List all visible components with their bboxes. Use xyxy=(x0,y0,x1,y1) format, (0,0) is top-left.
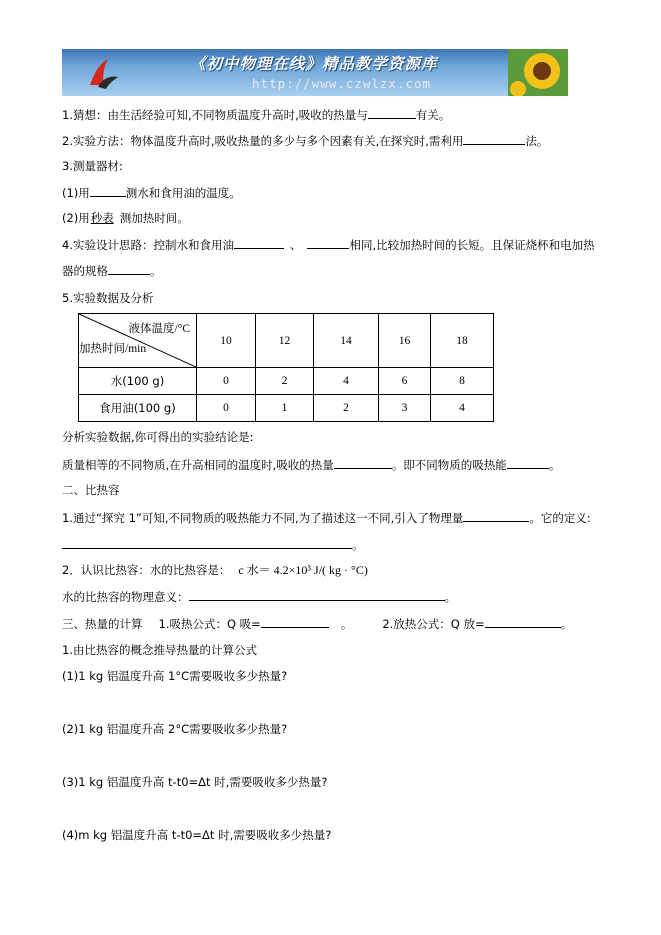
absorb-formula-label: 1.吸热公式：Q 吸= xyxy=(158,617,261,631)
physical-meaning-line xyxy=(62,588,456,605)
temp-header: 16 xyxy=(379,314,431,368)
table-cell: 0 xyxy=(197,395,256,422)
temp-header: 12 xyxy=(256,314,314,368)
release-formula-end: 。 xyxy=(560,617,573,631)
table-corner-cell xyxy=(79,314,197,368)
question-2: (2)1 kg 铝温度升高 2°C需要吸收多少热量? xyxy=(62,722,288,736)
heat-calc-title: 三、热量的计算 xyxy=(62,617,143,631)
quantity-blank[interactable] xyxy=(463,509,529,522)
method-text-end: 法。 xyxy=(525,134,549,148)
guess-text: 1.猜想：由生活经验可知,不同物质温度升高时,吸收的热量与 xyxy=(62,108,368,122)
logo-icon xyxy=(84,55,120,91)
table-cell: 2 xyxy=(256,368,314,395)
table-row xyxy=(79,368,494,395)
thermometer-blank[interactable] xyxy=(90,184,126,197)
design-text-mid: 相同,比较加热时间的长短。且保证烧杯和电加热 xyxy=(349,238,595,252)
analysis-question: 分析实验数据,你可得出的实验结论是: xyxy=(62,430,254,444)
method-line xyxy=(62,132,548,149)
temp-header: 10 xyxy=(197,314,256,368)
conclusion-text: 质量相等的不同物质,在升高相同的温度时,吸收的热量 xyxy=(62,458,334,472)
guess-blank[interactable] xyxy=(368,106,416,119)
water-specific-heat-line xyxy=(62,562,368,578)
physical-meaning-blank[interactable] xyxy=(189,588,445,601)
absorb-formula-blank[interactable] xyxy=(261,615,329,628)
data-analysis-title: 5.实验数据及分析 xyxy=(62,291,154,305)
conclusion-blank-1[interactable] xyxy=(334,456,392,469)
definition-blank[interactable] xyxy=(62,536,352,549)
specific-heat-intro-text: 1.通过“探究 1”可知,不同物质的吸热能力不同,为了描述这一不同,引入了物理量 xyxy=(62,511,464,525)
stopwatch-answer: 秒表 xyxy=(90,211,114,225)
table-cell: 1 xyxy=(256,395,314,422)
spec-blank[interactable] xyxy=(108,262,150,275)
design-separator: 、 xyxy=(289,238,302,252)
question-3: (3)1 kg 铝温度升高 t-t0=Δt 时,需要吸收多少热量? xyxy=(62,775,328,789)
method-text: 2.实验方法：物体温度升高时,吸收热量的多少与多个因素有关,在探究时,需利用 xyxy=(62,134,464,148)
question-4: (4)m kg 铝温度升高 t-t0=Δt 时,需要吸收多少热量? xyxy=(62,828,332,842)
design-text-2: 器的规格 xyxy=(62,264,108,278)
method-blank[interactable] xyxy=(463,132,525,145)
sunflower-icon xyxy=(508,49,568,96)
equipment-2-text-end: 测加热时间。 xyxy=(119,211,189,225)
conclusion-text-mid: 。即不同物质的吸热能 xyxy=(391,458,507,472)
design-text: 4.实验设计思路：控制水和食用油 xyxy=(62,238,234,252)
table-header-row xyxy=(79,314,494,368)
equipment-1-text: (1)用 xyxy=(62,186,90,200)
physical-meaning-label: 水的比热容的物理意义： xyxy=(62,590,189,604)
table-cell: 8 xyxy=(431,368,494,395)
corner-time-label: 加热时间/min xyxy=(79,343,147,355)
specific-heat-title: 二、比热容 xyxy=(62,483,120,497)
table-cell: 3 xyxy=(379,395,431,422)
table-cell: 6 xyxy=(379,368,431,395)
question-1: (1)1 kg 铝温度升高 1°C需要吸收多少热量? xyxy=(62,669,288,683)
design-text-end: 。 xyxy=(150,264,162,278)
physical-meaning-end: 。 xyxy=(444,590,456,604)
definition-line xyxy=(62,536,364,553)
conclusion-blank-2[interactable] xyxy=(507,456,549,469)
temp-header: 14 xyxy=(314,314,379,368)
equipment-2-text: (2)用 xyxy=(62,211,90,225)
conclusion-text-end: 。 xyxy=(548,458,561,472)
table-cell: 4 xyxy=(431,395,494,422)
equipment-1-text-end: 测水和食用油的温度。 xyxy=(125,186,241,200)
row-label-water: 水(100 g) xyxy=(79,368,197,395)
banner-title: 《初中物理在线》精品教学资源库 xyxy=(190,54,438,73)
release-formula-label: 2.放热公式：Q 放= xyxy=(382,617,485,631)
table-row xyxy=(79,395,494,422)
guess-text-end: 有关。 xyxy=(415,108,451,122)
temp-header: 18 xyxy=(431,314,494,368)
control-blank-2[interactable] xyxy=(307,236,349,249)
header-banner xyxy=(62,49,568,96)
corner-temp-label: 液体温度/°C xyxy=(128,323,190,335)
equipment-2-line xyxy=(62,210,189,226)
table-cell: 0 xyxy=(197,368,256,395)
absorb-formula-end: 。 xyxy=(340,617,353,631)
design-line xyxy=(62,236,595,253)
table-cell: 2 xyxy=(314,395,379,422)
table-cell: 4 xyxy=(314,368,379,395)
definition-label: 。它的定义: xyxy=(529,511,591,525)
banner-url: http://www.czwlzx.com xyxy=(252,76,432,91)
design-line-2 xyxy=(62,262,162,279)
equipment-1-line xyxy=(62,184,241,201)
derive-formula-text: 1.由比热容的概念推导热量的计算公式 xyxy=(62,643,257,657)
water-specific-heat-label: 2．认识比热容：水的比热容是： xyxy=(62,563,231,577)
control-blank-1[interactable] xyxy=(234,236,284,249)
equipment-title: 3.测量器材: xyxy=(62,159,123,173)
row-label-oil: 食用油(100 g) xyxy=(79,395,197,422)
water-specific-heat-formula: c 水＝ 4.2×10³ J/( kg · °C) xyxy=(238,563,368,577)
specific-heat-intro-line xyxy=(62,509,591,526)
analysis-conclusion-line xyxy=(62,456,560,473)
heat-calc-line xyxy=(62,615,572,632)
experiment-table xyxy=(78,313,494,422)
guess-line xyxy=(62,106,450,123)
release-formula-blank[interactable] xyxy=(485,615,561,628)
definition-end: 。 xyxy=(352,538,364,552)
